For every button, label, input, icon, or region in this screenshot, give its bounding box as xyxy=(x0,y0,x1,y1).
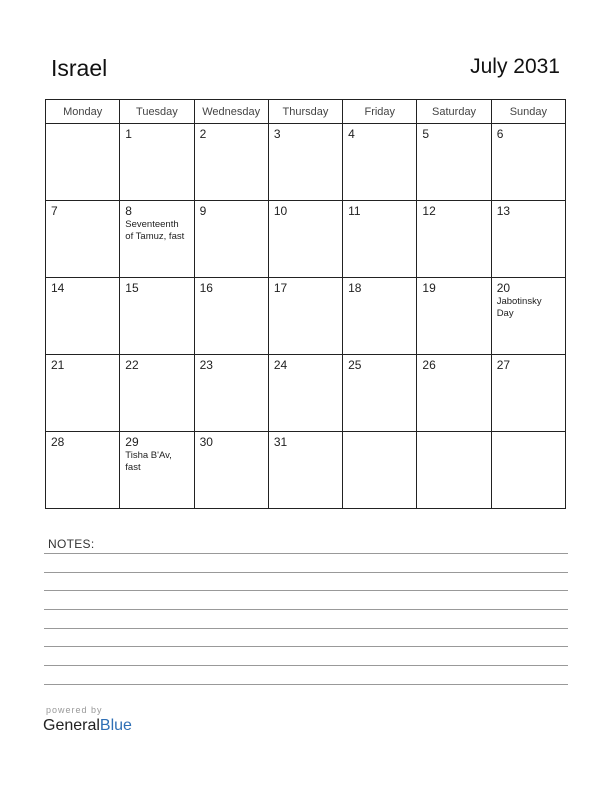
day-number: 31 xyxy=(273,435,288,449)
weekday-header-row xyxy=(46,100,566,124)
note-line xyxy=(44,572,568,573)
day-cell xyxy=(343,124,417,201)
week-row xyxy=(46,355,566,432)
day-cell xyxy=(194,201,268,278)
day-number: 24 xyxy=(273,358,288,372)
day-cell xyxy=(417,355,491,432)
day-cell xyxy=(46,278,120,355)
day-number: 10 xyxy=(273,204,288,218)
day-cell xyxy=(343,201,417,278)
weekday-header: Thursday xyxy=(268,100,342,124)
day-cell xyxy=(491,355,565,432)
day-number: 14 xyxy=(51,281,65,295)
day-cell xyxy=(268,278,342,355)
day-number: 22 xyxy=(125,358,139,372)
note-line xyxy=(44,646,568,647)
day-cell xyxy=(46,201,120,278)
day-number: 25 xyxy=(348,358,362,372)
day-number: 16 xyxy=(199,281,213,295)
day-number: 19 xyxy=(422,281,436,295)
day-number: 18 xyxy=(348,281,362,295)
day-number: 2 xyxy=(199,127,207,141)
weekday-header: Wednesday xyxy=(194,100,268,124)
day-cell xyxy=(120,201,194,278)
day-cell xyxy=(417,278,491,355)
weekday-header: Tuesday xyxy=(120,100,194,124)
week-row xyxy=(46,278,566,355)
day-cell xyxy=(46,432,120,509)
weekday-header: Friday xyxy=(343,100,417,124)
week-row xyxy=(46,432,566,509)
day-cell xyxy=(120,432,194,509)
day-cell xyxy=(491,278,565,355)
day-cell xyxy=(491,124,565,201)
day-cell xyxy=(194,355,268,432)
logo-general-text: General xyxy=(43,717,100,734)
holiday-label: Tisha B'Av, fast xyxy=(125,450,172,473)
note-line xyxy=(44,684,568,685)
day-number: 28 xyxy=(51,435,65,449)
day-number: 7 xyxy=(51,204,58,218)
day-number: 13 xyxy=(496,204,511,218)
day-number: 12 xyxy=(422,204,436,218)
day-number: 3 xyxy=(273,127,281,141)
logo-blue-text: Blue xyxy=(99,717,132,734)
day-cell xyxy=(268,432,342,509)
calendar-country-title: Israel xyxy=(51,55,108,81)
day-number: 11 xyxy=(348,204,361,218)
week-row xyxy=(46,201,566,278)
day-number: 26 xyxy=(422,358,436,372)
note-line xyxy=(44,609,568,610)
powered-by-text: powered by xyxy=(46,705,103,715)
day-cell xyxy=(194,124,268,201)
calendar-month-title: July 2031 xyxy=(470,55,560,78)
generalblue-logo xyxy=(43,717,132,735)
day-cell xyxy=(120,124,194,201)
weekday-header: Saturday xyxy=(417,100,491,124)
note-line xyxy=(44,590,568,591)
day-number: 21 xyxy=(51,358,65,372)
day-cell xyxy=(194,432,268,509)
day-number: 8 xyxy=(125,204,132,218)
day-cell xyxy=(343,432,417,509)
day-number: 5 xyxy=(422,127,430,141)
day-number: 29 xyxy=(125,435,139,449)
holiday-label: Jabotinsky Day xyxy=(496,296,542,319)
day-cell xyxy=(268,355,342,432)
holiday-label: Seventeenth of Tamuz, fast xyxy=(125,219,185,242)
day-number: 23 xyxy=(199,358,213,372)
day-cell xyxy=(417,432,491,509)
day-cell xyxy=(268,124,342,201)
day-number: 20 xyxy=(496,281,511,295)
day-number: 9 xyxy=(199,204,207,218)
note-line xyxy=(44,628,568,629)
day-cell xyxy=(120,278,194,355)
day-cell xyxy=(46,124,120,201)
day-number: 4 xyxy=(348,127,355,141)
note-line xyxy=(44,553,568,554)
day-number: 15 xyxy=(125,281,139,295)
day-cell xyxy=(268,201,342,278)
day-cell xyxy=(491,432,565,509)
weekday-header: Sunday xyxy=(491,100,565,124)
weekday-header: Monday xyxy=(46,100,120,124)
week-row xyxy=(46,124,566,201)
calendar-grid xyxy=(45,99,566,509)
day-number: 17 xyxy=(273,281,288,295)
day-cell xyxy=(417,201,491,278)
note-line xyxy=(44,665,568,666)
day-cell xyxy=(491,201,565,278)
day-cell xyxy=(417,124,491,201)
day-cell xyxy=(46,355,120,432)
day-cell xyxy=(343,278,417,355)
day-cell xyxy=(343,355,417,432)
day-number: 30 xyxy=(199,435,213,449)
day-number: 1 xyxy=(125,127,132,141)
day-number: 27 xyxy=(496,358,511,372)
day-cell xyxy=(120,355,194,432)
notes-label: NOTES: xyxy=(48,537,95,551)
day-cell xyxy=(194,278,268,355)
day-number: 6 xyxy=(496,127,504,141)
